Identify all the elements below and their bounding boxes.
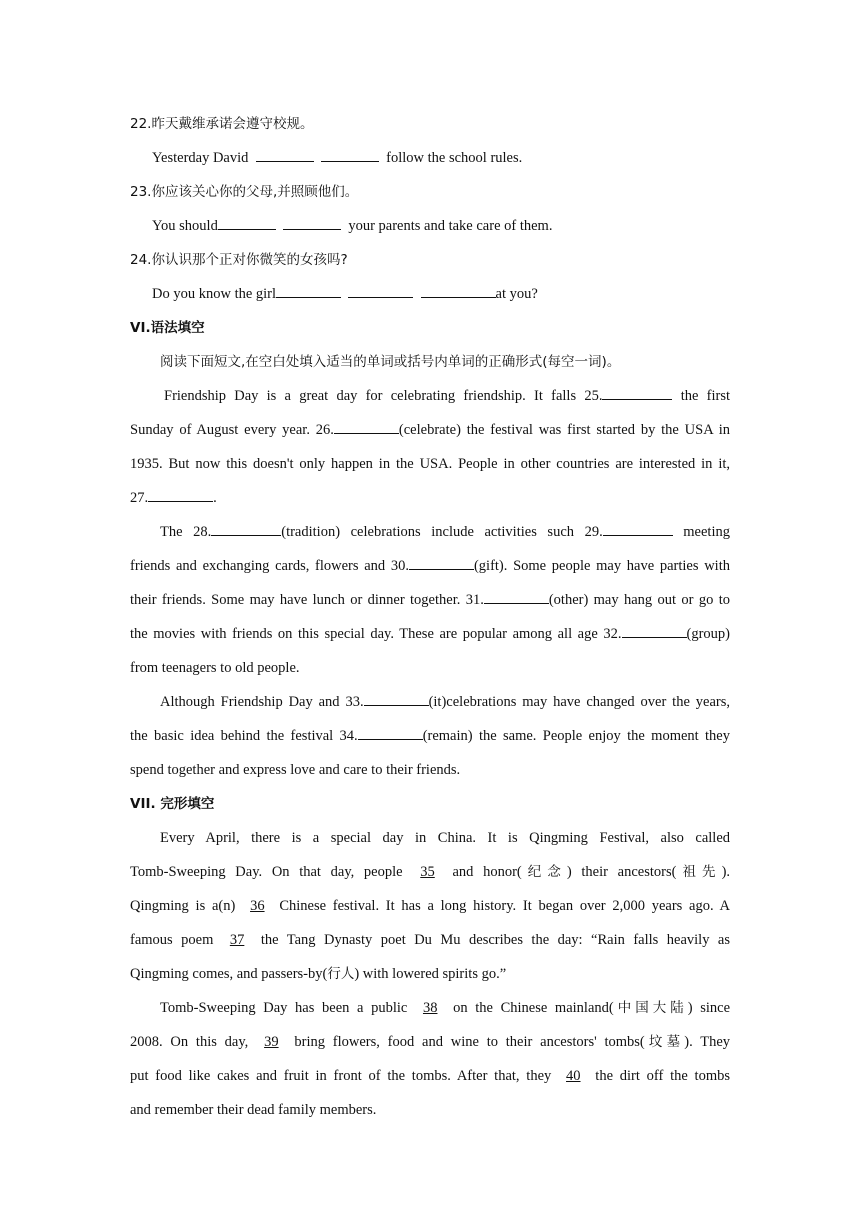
section-vi-title: VI.语法填空 xyxy=(130,320,205,336)
p3-line3: spend together and express love and care to their friends. xyxy=(130,762,461,778)
blank-29[interactable] xyxy=(603,520,673,536)
blank-30[interactable] xyxy=(409,554,474,570)
q23-prompt: 23.你应该关心你的父母,并照顾他们。 xyxy=(130,184,359,200)
q23-sentence: You should your parents and take care of them. xyxy=(130,209,730,243)
blank-26[interactable] xyxy=(334,418,399,434)
p2-line3: their friends. Some may have lunch or dinner together. 31. (other) may hang out or go to xyxy=(130,583,730,617)
c2-line3: put food like cakes and fruit in front of the tombs. After that, they 40 the dirt off the tombs xyxy=(130,1068,730,1084)
q22-sentence: Yesterday David follow the school rules. xyxy=(130,141,730,175)
blank[interactable] xyxy=(256,146,314,162)
p1-line4: 27. . xyxy=(130,481,730,515)
p3-line2: the basic idea behind the festival 34. (remain) the same. People enjoy the moment they xyxy=(130,719,730,753)
blank-37[interactable]: 37 xyxy=(229,932,245,948)
blank-38[interactable]: 38 xyxy=(422,1000,438,1016)
blank[interactable] xyxy=(218,214,276,230)
p2-line1: The 28. (tradition) celebrations include activities such 29. meeting xyxy=(130,515,730,549)
blank[interactable] xyxy=(283,214,341,230)
p2-line2: friends and exchanging cards, flowers and 30. (gift). Some people may have parties with xyxy=(130,549,730,583)
p2-line5: from teenagers to old people. xyxy=(130,660,300,676)
worksheet-page xyxy=(130,107,730,1127)
blank-39[interactable]: 39 xyxy=(264,1034,279,1050)
c1-line3: Qingming is a(n) 36 Chinese festival. It has a long history. It began over 2,000 years ago. A xyxy=(130,898,730,914)
section-vi-instruction: 阅读下面短文,在空白处填入适当的单词或括号内单词的正确形式(每空一词)。 xyxy=(160,354,621,370)
q24-prompt: 24.你认识那个正对你微笑的女孩吗? xyxy=(130,252,348,268)
c1-line5: Qingming comes, and passers-by(行人) with lowered spirits go.” xyxy=(130,966,507,982)
q24-sentence: Do you know the girl at you? xyxy=(130,277,730,311)
blank[interactable] xyxy=(276,282,341,298)
section-vii-title: VII. 完形填空 xyxy=(130,796,215,812)
p1-line2: Sunday of August every year. 26. (celebrate) the festival was first started by the USA in xyxy=(130,413,730,447)
c1-line4: famous poem 37 the Tang Dynasty poet Du Mu describes the day: “Rain falls heavily as xyxy=(130,932,730,948)
blank-28[interactable] xyxy=(211,520,281,536)
p1-line1: Friendship Day is a great day for celebrating friendship. It falls 25. the first xyxy=(130,379,730,413)
blank-36[interactable]: 36 xyxy=(250,898,265,914)
blank[interactable] xyxy=(321,146,379,162)
c1-line1: Every April, there is a special day in China. It is Qingming Festival, also called xyxy=(160,830,730,846)
blank[interactable] xyxy=(348,282,413,298)
c2-line1: Tomb-Sweeping Day has been a public 38 on the Chinese mainland(中国大陆) since xyxy=(160,1000,730,1016)
blank[interactable] xyxy=(421,282,496,298)
blank-35[interactable]: 35 xyxy=(420,864,435,880)
c2-line4: and remember their dead family members. xyxy=(130,1102,377,1118)
blank-33[interactable] xyxy=(364,690,429,706)
blank-25[interactable] xyxy=(602,384,672,400)
blank-34[interactable] xyxy=(358,724,423,740)
blank-32[interactable] xyxy=(622,622,687,638)
q22-prompt: 22.昨天戴维承诺会遵守校规。 xyxy=(130,116,314,132)
blank-31[interactable] xyxy=(484,588,549,604)
c2-line2: 2008. On this day, 39 bring flowers, food and wine to their ancestors' tombs(坟墓). They xyxy=(130,1034,730,1050)
blank-27[interactable] xyxy=(148,486,213,502)
c1-line2: Tomb-Sweeping Day. On that day, people 35 and honor(纪念) their ancestors(祖先). xyxy=(130,864,730,880)
blank-40[interactable]: 40 xyxy=(566,1068,581,1084)
p1-line3: 1935. But now this doesn't only happen in the USA. People in other countries are interested in it, xyxy=(130,456,730,472)
p3-line1: Although Friendship Day and 33. (it)celebrations may have changed over the years, xyxy=(130,685,730,719)
p2-line4: the movies with friends on this special day. These are popular among all age 32. (group) xyxy=(130,617,730,651)
